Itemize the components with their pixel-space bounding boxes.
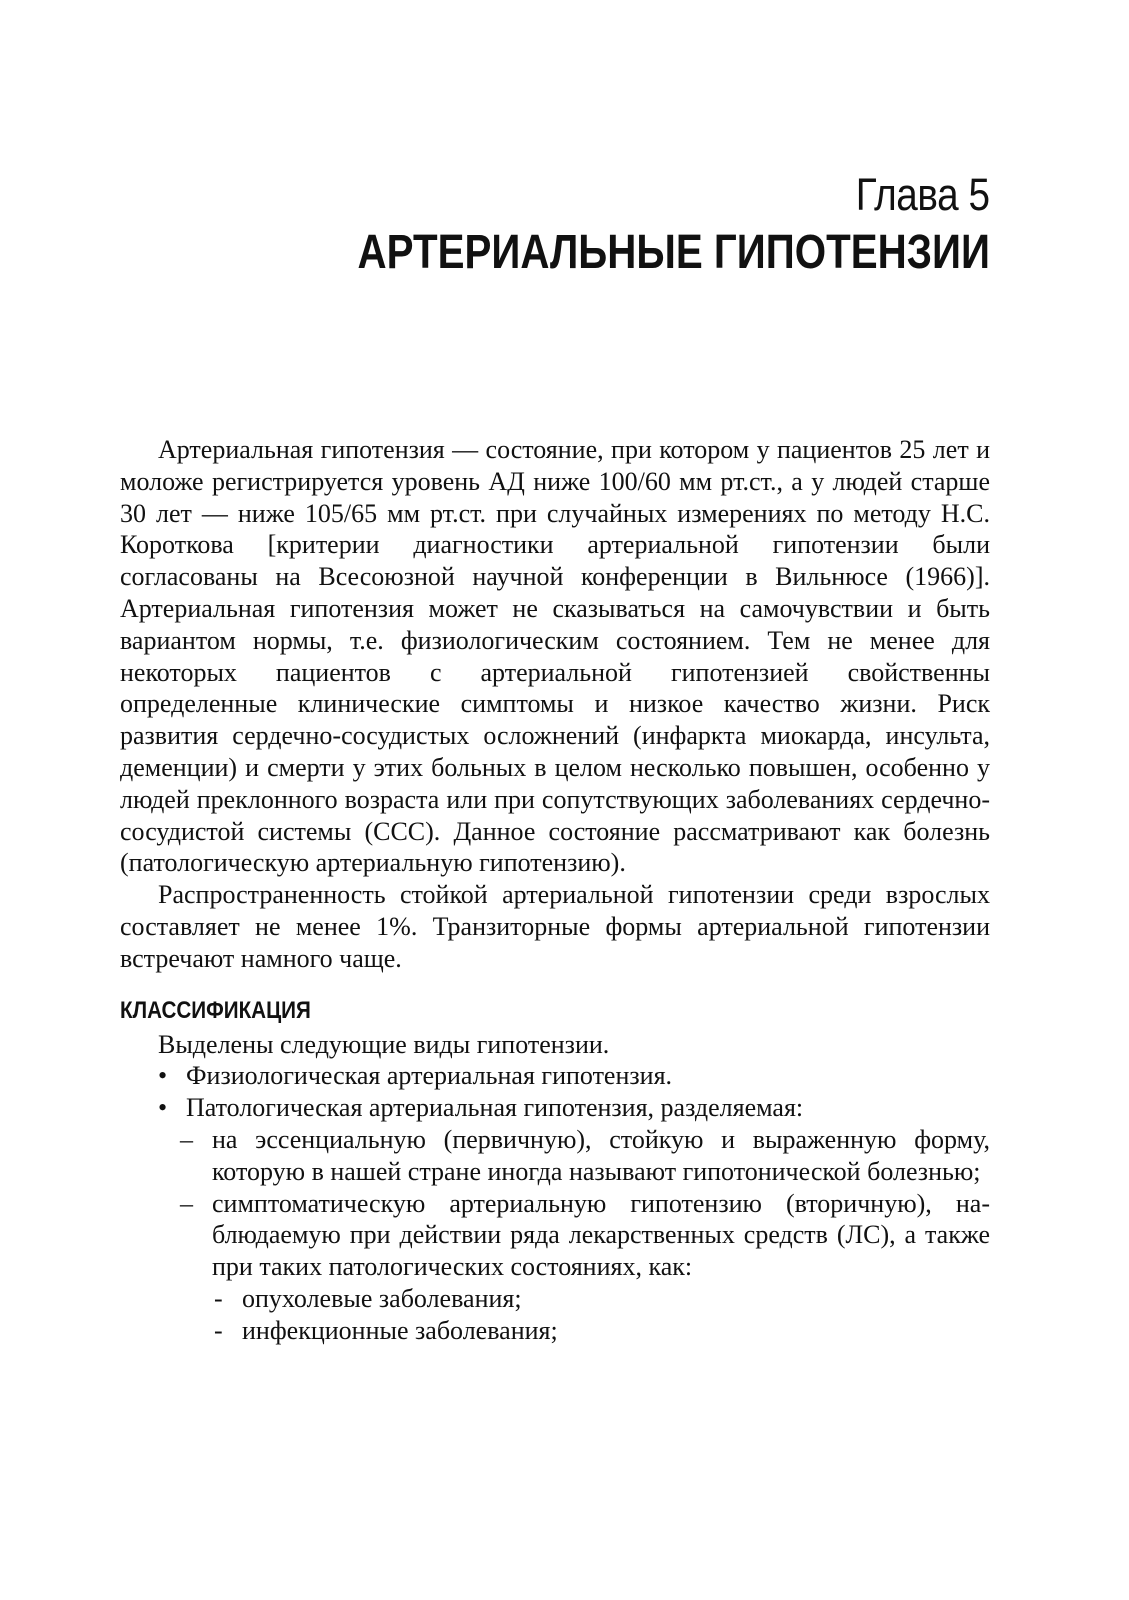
list-item-text: инфекционные заболевания; (242, 1315, 558, 1345)
conditions-list (120, 1283, 990, 1347)
list-item-text: Патологическая артериальная гипотензия, разделяемая: (186, 1093, 804, 1123)
hyphen-icon: - (214, 1315, 223, 1345)
bullet-icon: • (158, 1061, 168, 1091)
list-item-tumor (120, 1283, 990, 1315)
section-heading-classification: КЛАССИФИКАЦИЯ (120, 996, 311, 1024)
bullet-icon: • (158, 1093, 168, 1123)
chapter-label: Глава 5 (856, 169, 990, 220)
dash-icon: – (180, 1124, 193, 1154)
chapter-title: АРТЕРИАЛЬНЫЕ ГИПОТЕНЗИИ (357, 226, 990, 279)
document-page (120, 0, 990, 1600)
paragraph-definition: Артериальная гипотензия — состояние, при котором у пациентов 25 лет и моложе регистрируется уровень АД ниже 100/60 мм рт.ст., а у людей старше 30 лет — ниже 105/65 мм рт.ст. при случайных измерениях по методу Н.С. Короткова [критерии диагностики артериальной гипотензии были согласованы на Всесоюзной научной конференции в Вильнюсе (1966)]. Артериальная гипотензия может не сказываться на самочувствии и быть вариантом нормы, т.е. физиологическим состоянием. Тем не менее для некоторых пациентов с артериальной гипотензией свойственны определенные клинические симптомы и низкое качество жизни. Риск развития сердечно-сосудистых осложнений (инфаркта миокарда, инсульта, деменции) и смерти у этих больных в целом несколько повышен, особенно у людей преклонного возраста или при сопутствующих заболеваниях сердечно-сосудистой системы (ССС). Данное состояние рассматривают как болезнь (патологическую артериальную гипотензию). (120, 435, 990, 878)
chapter-body (120, 434, 990, 1347)
list-item-text: на эссенциальную (первичную), стойкую и выраженную форму, которую в нашей стране иногда называют гипотонической болезнью; (212, 1124, 990, 1186)
list-item-essential (120, 1124, 990, 1188)
paragraph-prevalence: Распространенность стойкой артериальной гипотензии среди взрослых составляет не менее 1%. Транзиторные формы артериальной гипотензии встречают намного чаще. (120, 880, 990, 973)
dash-icon: – (180, 1188, 193, 1218)
classification-list (120, 1060, 990, 1124)
list-item-pathological (120, 1092, 990, 1124)
list-item-text: Физиологическая артериальная гипотензия. (186, 1061, 673, 1091)
list-item-infectious (120, 1315, 990, 1347)
list-item-physiological (120, 1060, 990, 1092)
classification-intro: Выделены следующие виды гипотензии. (158, 1029, 610, 1059)
list-item-text: симптоматическую артериальную гипотензию (вторичную), наблюдаемую при действии ряда лекарственных средств (ЛС), а также при таких патологических состояниях, как: (212, 1188, 990, 1282)
list-item-symptomatic (120, 1188, 990, 1283)
hyphen-icon: - (214, 1283, 223, 1313)
list-item-text: опухолевые заболевания; (242, 1283, 522, 1313)
pathological-subtypes-list (120, 1124, 990, 1283)
